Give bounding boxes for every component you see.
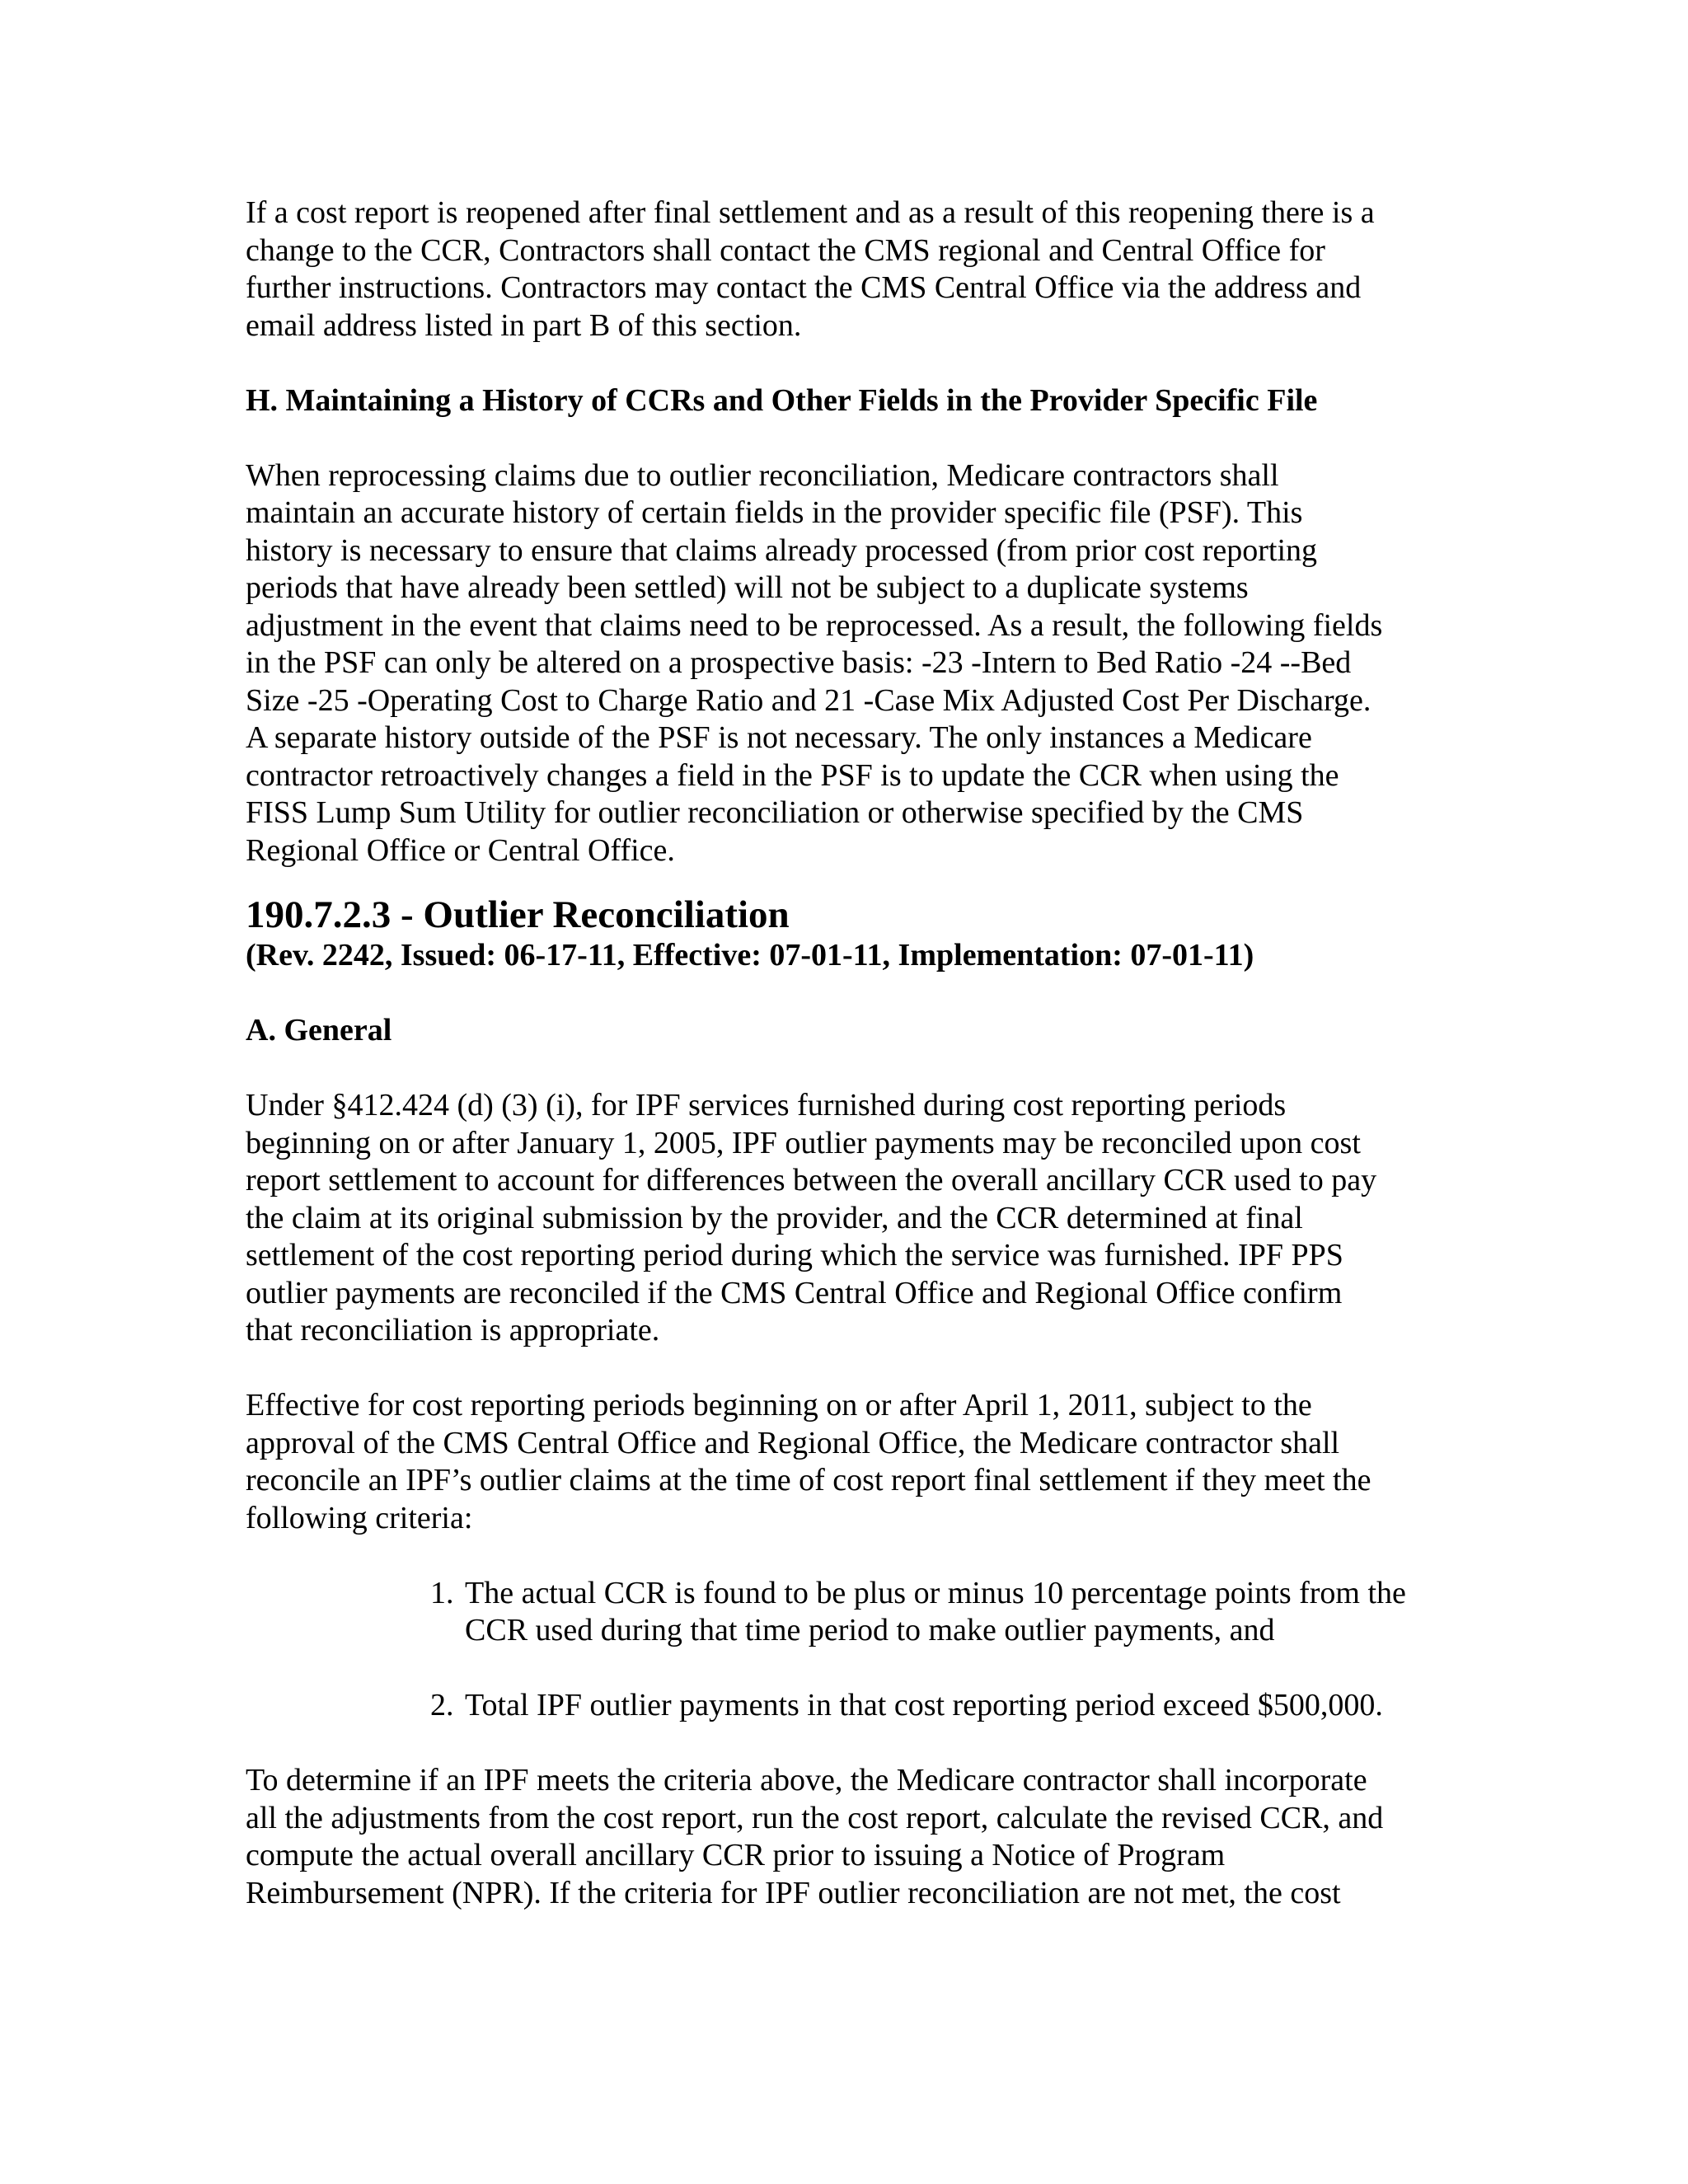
text-line: approval of the CMS Central Office and Regional Office, the Medicare contractor shall (246, 1425, 1340, 1460)
text-line: To determine if an IPF meets the criteria above, the Medicare contractor shall incorporate (246, 1763, 1367, 1797)
text-line: Regional Office or Central Office. (246, 832, 675, 868)
text-line: following criteria: (246, 1500, 473, 1535)
text-line: maintain an accurate history of certain fields in the provider specific file (PSF). This (246, 495, 1303, 530)
section-title: 190.7.2.3 - Outlier Reconciliation (246, 893, 790, 936)
text-line: further instructions. Contractors may contact the CMS Central Office via the address and (246, 270, 1362, 305)
list-number: 2. (430, 1688, 454, 1722)
intro-paragraph (246, 194, 1457, 344)
spacer (246, 1050, 1457, 1088)
spacer (246, 1350, 1457, 1388)
text-line: Total IPF outlier payments in that cost reporting period exceed $500,000. (465, 1688, 1383, 1722)
text-line: contractor retroactively changes a field in the PSF is to update the CCR when using the (246, 757, 1339, 793)
section-h-heading: H. Maintaining a History of CCRs and Other Fields in the Provider Specific File (246, 382, 1318, 418)
list-item (430, 1687, 1457, 1725)
spacer (246, 1537, 1457, 1575)
text-line: Under §412.424 (d) (3) (i), for IPF services furnished during cost reporting periods (246, 1088, 1287, 1122)
spacer (430, 1650, 1457, 1688)
text-line: FISS Lump Sum Utility for outlier reconciliation or otherwise specified by the CMS (246, 795, 1304, 830)
section-a-heading: A. General (246, 1013, 392, 1047)
text-line: all the adjustments from the cost report, run the cost report, calculate the revised CCR, and (246, 1800, 1384, 1835)
text-line: history is necessary to ensure that claims already processed (from prior cost reporting (246, 532, 1318, 568)
general-paragraph-2 (246, 1387, 1457, 1537)
text-line: The actual CCR is found to be plus or minus 10 percentage points from the (465, 1575, 1406, 1610)
list-item (430, 1575, 1457, 1650)
spacer (246, 975, 1457, 1013)
text-line: that reconciliation is appropriate. (246, 1313, 660, 1347)
spacer (246, 419, 1457, 457)
section-h-paragraph (246, 457, 1457, 870)
text-line: Effective for cost reporting periods beginning on or after April 1, 2011, subject to the (246, 1388, 1312, 1422)
text-line: in the PSF can only be altered on a prospective basis: -23 -Intern to Bed Ratio -24 --Bed (246, 645, 1352, 680)
text-line: When reprocessing claims due to outlier reconciliation, Medicare contractors shall (246, 457, 1279, 493)
text-line: Size -25 -Operating Cost to Charge Ratio and 21 -Case Mix Adjusted Cost Per Discharge. (246, 682, 1372, 718)
text-line: email address listed in part B of this section. (246, 307, 802, 343)
general-paragraph-3 (246, 1762, 1457, 1912)
text-line: compute the actual overall ancillary CCR prior to issuing a Notice of Program (246, 1838, 1226, 1872)
list-item-text (465, 1575, 1406, 1650)
spacer (246, 869, 1457, 893)
criteria-list (430, 1575, 1457, 1725)
text-line: report settlement to account for differences between the overall ancillary CCR used to pay (246, 1163, 1377, 1197)
text-line: the claim at its original submission by the provider, and the CCR determined at final (246, 1200, 1303, 1235)
text-line: reconcile an IPF’s outlier claims at the time of cost report final settlement if they meet the (246, 1463, 1372, 1497)
text-line: periods that have already been settled) will not be subject to a duplicate systems (246, 570, 1249, 605)
text-line: A separate history outside of the PSF is not necessary. The only instances a Medicare (246, 720, 1312, 755)
revision-line: (Rev. 2242, Issued: 06-17-11, Effective: 07-01-11, Implementation: 07-01-11) (246, 938, 1254, 972)
text-line: settlement of the cost reporting period during which the service was furnished. IPF PPS (246, 1238, 1343, 1272)
spacer (246, 344, 1457, 382)
spacer (246, 1725, 1457, 1763)
text-line: CCR used during that time period to make outlier payments, and (465, 1613, 1275, 1647)
text-line: adjustment in the event that claims need to be reprocessed. As a result, the following fields (246, 607, 1383, 643)
text-line: outlier payments are reconciled if the CMS Central Office and Regional Office confirm (246, 1275, 1343, 1310)
document-page (246, 194, 1457, 1912)
general-paragraph-1 (246, 1087, 1457, 1350)
list-item-text (465, 1687, 1383, 1725)
text-line: Reimbursement (NPR). If the criteria for IPF outlier reconciliation are not met, the cost (246, 1875, 1341, 1910)
text-line: If a cost report is reopened after final settlement and as a result of this reopening there is a (246, 195, 1375, 230)
text-line: change to the CCR, Contractors shall contact the CMS regional and Central Office for (246, 232, 1325, 268)
list-number: 1. (430, 1575, 454, 1610)
text-line: beginning on or after January 1, 2005, IPF outlier payments may be reconciled upon cost (246, 1125, 1361, 1160)
